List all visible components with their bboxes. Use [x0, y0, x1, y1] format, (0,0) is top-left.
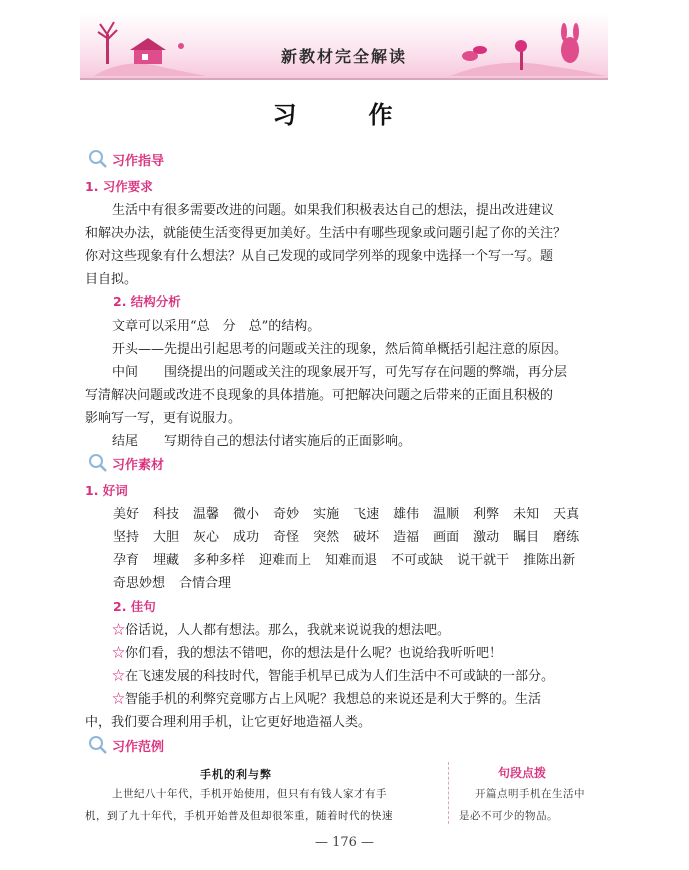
word-row	[113, 549, 575, 568]
sentence-line: ☆在飞速发展的科技时代，智能手机早已成为人们生活中不可或缺的一部分。	[112, 669, 555, 684]
page-number: — 176 —	[314, 835, 375, 850]
word: 大胆	[153, 530, 180, 545]
word: 突然	[313, 530, 340, 545]
paragraph-line: 你对这些现象有什么想法？从自己发现的或同学列举的现象中选择一个写一写。题	[85, 249, 554, 264]
word: 实施	[313, 507, 340, 522]
word: 画面	[433, 530, 460, 545]
magnifier-icon	[88, 453, 108, 473]
section-heading-text: 习作指导	[112, 153, 165, 169]
sentence-line: 中，我们要合理利用手机，让它更好地造福人类。	[85, 715, 372, 730]
banner-title: 新教材完全解读	[280, 47, 407, 66]
section-heading-text: 习作范例	[112, 739, 165, 755]
example-line: 上世纪八十年代，手机开始使用，但只有有钱人家才有手	[112, 788, 387, 800]
word: 推陈出新	[523, 553, 576, 568]
example-line: 机，到了九十年代，手机开始普及但却很笨重，随着时代的快速	[85, 810, 393, 822]
word: 美好	[113, 507, 140, 522]
sentence-line: ☆你们看，我的想法不错吧，你的想法是什么呢？也说给我听听吧！	[112, 646, 503, 661]
word: 说干就干	[457, 553, 510, 568]
word: 飞速	[353, 507, 380, 522]
paragraph-line: 影响写一写，更有说服力。	[85, 411, 242, 426]
paragraph-line: 生活中有很多需要改进的问题。如果我们积极表达自己的想法，提出改进建议	[112, 203, 555, 218]
comment-title: 句段点拨	[498, 766, 547, 780]
paragraph-line: 目自拟。	[85, 272, 138, 287]
word: 磨练	[553, 530, 580, 545]
word: 奇怪	[273, 530, 300, 545]
word: 迎难而上	[259, 553, 312, 568]
word-row	[113, 526, 579, 545]
section-heading-text: 习作素材	[112, 457, 165, 473]
word: 埋藏	[153, 553, 180, 568]
word: 不可或缺	[391, 553, 444, 568]
paragraph-line: 和解决办法，就能使生活变得更加美好。生活中有哪些现象或问题引起了你的关注？	[85, 226, 567, 241]
good-words-heading: 1. 好词	[85, 483, 128, 498]
paragraph-line: 文章可以采用“总 分 总”的结构。	[112, 319, 321, 334]
section-heading-guidance	[88, 148, 164, 170]
good-sentences-heading: 2. 佳句	[113, 599, 156, 614]
word-row	[113, 572, 231, 591]
word: 瞩目	[513, 530, 540, 545]
word: 奇妙	[273, 507, 300, 522]
paragraph-line: 开头——先提出引起思考的问题或关注的现象，然后简单概括引起注意的原因。	[112, 342, 568, 357]
word: 激动	[473, 530, 500, 545]
comment-line: 开篇点明手机在生活中	[475, 788, 585, 800]
word: 科技	[153, 507, 180, 522]
word: 合情合理	[179, 576, 232, 591]
magnifier-icon	[88, 149, 108, 169]
word: 破坏	[353, 530, 380, 545]
word: 多种多样	[193, 553, 246, 568]
section-heading-materials	[88, 452, 164, 474]
magnifier-icon	[88, 735, 108, 755]
word: 灰心	[193, 530, 220, 545]
word: 未知	[513, 507, 540, 522]
word: 奇思妙想	[113, 576, 166, 591]
comment-line: 是必不可少的物品。	[459, 810, 558, 822]
requirements-heading: 1. 习作要求	[85, 179, 153, 194]
word-row	[113, 503, 579, 522]
paragraph-line: 写清解决问题或改进不良现象的具体措施。可把解决问题之后带来的正面且积极的	[85, 388, 554, 403]
word: 雄伟	[393, 507, 420, 522]
word: 造福	[393, 530, 420, 545]
example-essay-title: 手机的利与弊	[200, 768, 272, 781]
word: 天真	[553, 507, 580, 522]
header-banner	[80, 12, 608, 80]
sentence-line: ☆智能手机的利弊究竟哪方占上风呢？我想总的来说还是利大于弊的。生活	[112, 692, 542, 707]
column-divider	[448, 762, 449, 824]
paragraph-line: 中间 围绕提出的问题或关注的现象展开写，可先写存在问题的弊端，再分层	[112, 365, 568, 380]
star-icon: ☆	[112, 623, 126, 638]
word: 成功	[233, 530, 260, 545]
star-icon: ☆	[112, 646, 126, 661]
section-heading-example	[88, 734, 164, 756]
paragraph-line: 结尾 写期待自己的想法付诸实施后的正面影响。	[112, 434, 412, 449]
star-icon: ☆	[112, 669, 126, 684]
word: 利弊	[473, 507, 500, 522]
word: 孕育	[113, 553, 140, 568]
word: 温顺	[433, 507, 460, 522]
page-title: 习 作	[272, 100, 417, 129]
star-icon: ☆	[112, 692, 126, 707]
word: 坚持	[113, 530, 140, 545]
word: 微小	[233, 507, 260, 522]
word: 温馨	[193, 507, 220, 522]
structure-heading: 2. 结构分析	[113, 294, 181, 309]
word: 知难而退	[325, 553, 378, 568]
sentence-line: ☆俗话说，人人都有想法。那么，我就来说说我的想法吧。	[112, 623, 451, 638]
